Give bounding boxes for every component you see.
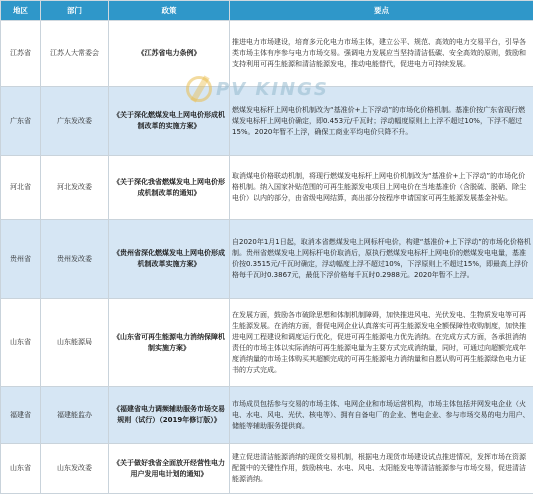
region-cell: 河北省: [1, 156, 41, 220]
policy-cell: 《贵州省深化燃煤发电上网电价形成机制改革实施方案》: [109, 220, 230, 299]
policy-cell: 《关于深化燃煤发电上网电价形成机制改革的实施方案》: [109, 87, 230, 156]
policy-cell: 《山东省可再生能源电力消纳保障机制实施方案》: [109, 299, 230, 387]
key-points-cell: 自2020年1月1日起，取消本省燃煤发电上网标杆电价，构建“基准价+上下浮动”的市场化价格机制。贵州省燃煤发电上网标杆电价取消后，原执行燃煤发电标杆上网电价的燃煤发电电量，基准价按0.3515元/千瓦时确定，浮动幅度上浮不超过10%，下浮原则上不超过15%，即最高上浮价格每千瓦时0.3867元，最低下浮价格每千瓦时0.2988元。2020年暂不上浮。: [230, 220, 533, 299]
region-cell: 山东省: [1, 299, 41, 387]
key-points-cell: 推进电力市场建设，培育多元化电力市场主体，建立公平、规范、高效的电力交易平台，引导各类市场主体有序参与电力市场交易。强调电力发展应当坚持清洁低碳、安全高效的原则，鼓励和支持利用可再生能源和清洁能源发电，推动电能替代，促进电力可持续发展。: [230, 21, 533, 87]
region-cell: 贵州省: [1, 220, 41, 299]
region-cell: 广东省: [1, 87, 41, 156]
key-points-cell: 取消煤电价格联动机制，将现行燃煤发电标杆上网电价机制改为“基准价+上下浮动”的市场化价格机制。纳入国家补贴范围的可再生能源发电项目上网电价在当地基准价（含脱硫、脱硝、除尘电价）以内的部分，由省级电网结算，高出部分按程序申请国家可再生能源发展基金补贴。: [230, 156, 533, 220]
key-points-cell: 市场成员包括参与交易的市场主体、电网企业和市场运营机构，市场主体包括并网发电企业（火电、水电、风电、光伏、核电等）、拥有自备电厂的企业、售电企业、参与市场交易的电力用户、储能等辅助服务提供商。: [230, 387, 533, 444]
region-cell: 福建省: [1, 387, 41, 444]
policy-cell: 《江苏省电力条例》: [109, 21, 230, 87]
watermark-logo-icon: [186, 76, 212, 102]
department-cell: 贵州发改委: [41, 220, 109, 299]
header-region: 地区: [1, 1, 41, 21]
key-points-cell: 燃煤发电标杆上网电价机制改为“基准价+上下浮动”的市场化价格机制。基准价按广东省现行燃煤发电标杆上网电价确定，即0.453元/千瓦时；浮动幅度原则上上浮不超过10%，下浮不超过15%。2020年暂不上浮，确保工商业平均电价只降不升。: [230, 87, 533, 156]
table-row: [1, 156, 533, 220]
header-policy: 政策: [109, 1, 230, 21]
key-points-cell: 建立促进清洁能源消纳的现货交易机制，根据电力现货市场建设试点推进情况，发挥市场在资源配置中的关键性作用，鼓励核电、水电、风电、太阳能发电等清洁能源参与市场交易，促进清洁能源消纳。: [230, 444, 533, 494]
header-row: [1, 1, 533, 21]
department-cell: 山东发改委: [41, 444, 109, 494]
department-cell: 福建能监办: [41, 387, 109, 444]
table-row: [1, 387, 533, 444]
region-cell: 山东省: [1, 444, 41, 494]
watermark-text: PV KINGS: [216, 79, 329, 100]
department-cell: 河北发改委: [41, 156, 109, 220]
policy-cell: 《福建省电力调频辅助服务市场交易规则（试行）（2019年修订版）》: [109, 387, 230, 444]
policy-cell: 《关于深化我省燃煤发电上网电价形成机制改革的通知》: [109, 156, 230, 220]
key-points-cell: 在发展方面，鼓励各市破除思想和体制机制障碍，加快推进风电、光伏发电、生物质发电等可再生能源发展。在消纳方面，督促电网企业认真落实可再生能源发电全额保障性收购制度，加快推进电网工程建设和调度运行优化，促进可再生能源电力优先消纳。在完成方式方面，各承担消纳责任的市场主体以实际消纳可再生能源电量为主要方式完成消纳量，同时，可通过向超额完成年度消纳量的市场主体购买其超额完成的可再生能源电力消纳量和自愿认购可再生能源绿色电力证书的方式完成。: [230, 299, 533, 387]
policy-cell: 《关于做好我省全面放开经营性电力用户发用电计划的通知》: [109, 444, 230, 494]
table-row: [1, 21, 533, 87]
department-cell: 山东能源局: [41, 299, 109, 387]
table-row: [1, 444, 533, 494]
table-row: [1, 220, 533, 299]
table-row: [1, 299, 533, 387]
department-cell: 广东发改委: [41, 87, 109, 156]
header-department: 部门: [41, 1, 109, 21]
header-key-points: 要点: [230, 1, 533, 21]
department-cell: 江苏人大常委会: [41, 21, 109, 87]
region-cell: 江苏省: [1, 21, 41, 87]
